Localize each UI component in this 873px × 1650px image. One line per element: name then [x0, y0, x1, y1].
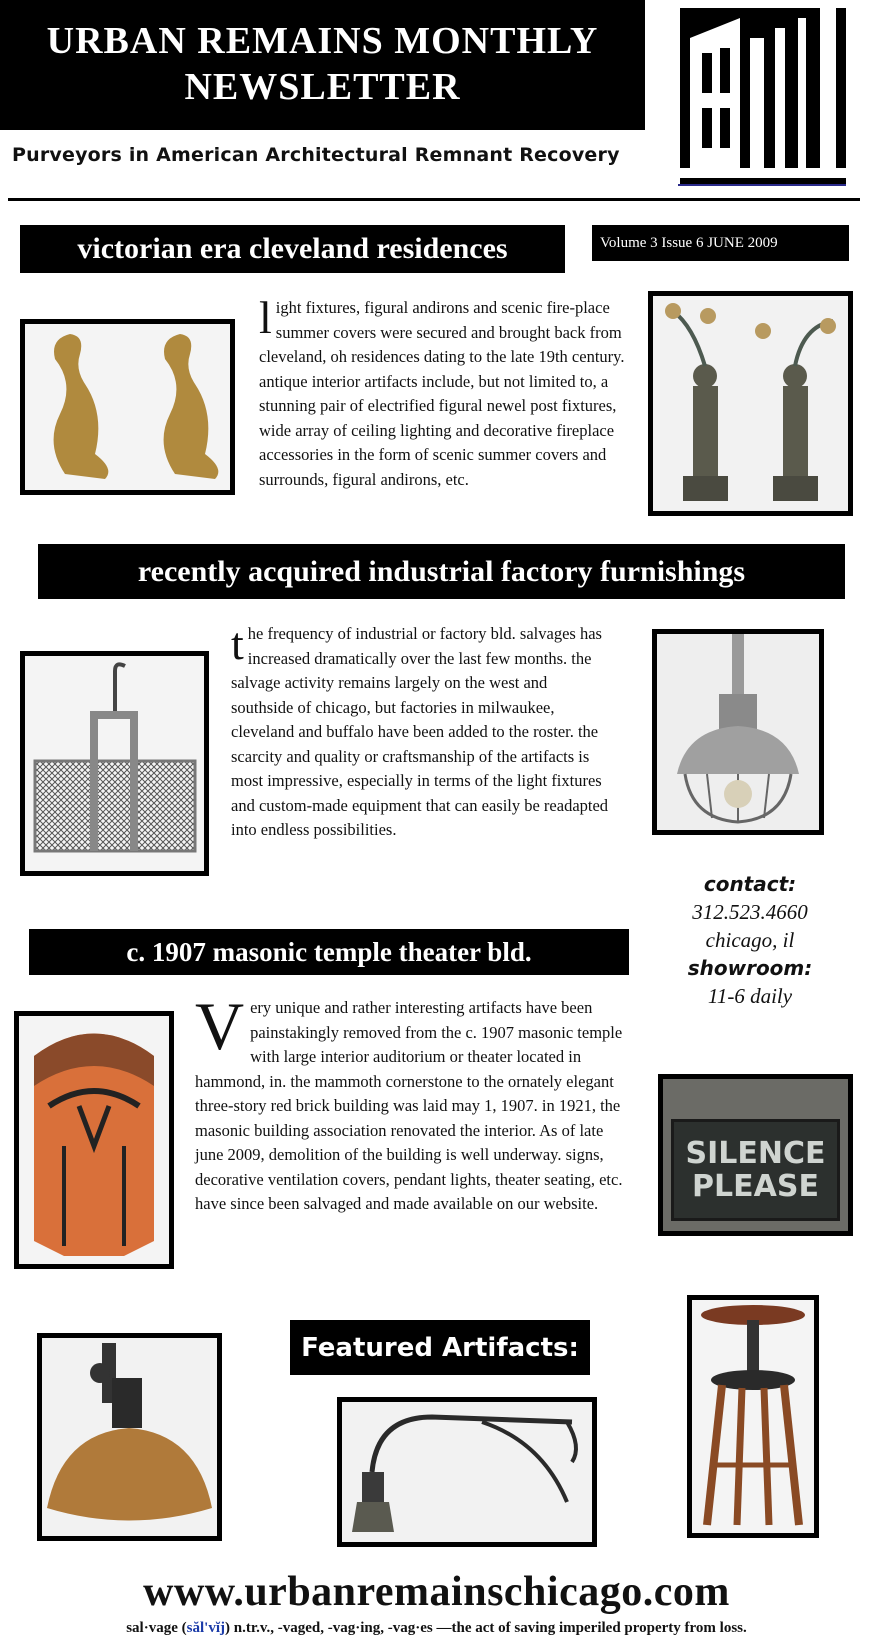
website-url[interactable]: www.urbanremainschicago.com	[143, 1569, 730, 1615]
section-text: ight fixtures, figural andirons and scenic fire-place summer covers were secured and brought back from cleveland, oh residences dating to the late 19th century. antique interior artifacts include, but not limited to, a stunning pair of electrified figural newel post fixtures, wide array of ceiling lighting and decorative fireplace accessories in the form of scenic summer covers and surrounds, figural andirons, etc.	[259, 298, 625, 489]
featured-heading: Featured Artifacts:	[290, 1320, 590, 1375]
pendant-light-image	[652, 629, 824, 835]
showroom-hours: 11-6 daily	[707, 984, 793, 1008]
glass-pendant-image	[37, 1333, 222, 1541]
drop-cap: V	[195, 988, 245, 1064]
tagline: Purveyors in American Architectural Remnant Recovery	[12, 144, 620, 166]
showroom-label: showroom:	[687, 956, 813, 980]
salvage-definition	[0, 1620, 873, 1637]
definition-word: sal·vage (	[126, 1620, 187, 1636]
wire-basket-image	[20, 651, 209, 876]
section-body-industrial	[231, 618, 609, 843]
sign-line1: SILENCE	[685, 1136, 826, 1171]
definition-pronunciation: săl'vĭj	[186, 1620, 225, 1636]
header-divider	[8, 198, 860, 201]
section-heading-victorian: victorian era cleveland residences	[20, 225, 565, 273]
section-body-victorian	[259, 292, 627, 492]
section-text: ery unique and rather interesting artifacts have been painstakingly removed from the c. 1907 masonic temple with large interior auditorium or theater located in hammond, in. the mammoth cornerstone to the ornately elegant three-story red brick building was laid may 1, 1907. in 1921, the masonic building association renovated the interior. As of late june 2009, demolition of the building is well underway. signs, decorative ventilation covers, pendant lights, theater seating, etc. have since been salvaged and made available on our website.	[195, 998, 623, 1213]
contact-label: contact:	[703, 872, 797, 896]
section-heading-masonic: c. 1907 masonic temple theater bld.	[29, 929, 629, 975]
newsletter-title	[0, 0, 645, 130]
figural-newel-lamps-image	[648, 291, 853, 516]
definition-rest: ) n.tr.v., -vaged, -vag·ing, -vag·es —the act of saving imperiled property from loss.	[224, 1620, 747, 1636]
contact-block	[660, 870, 840, 1010]
contact-city: chicago, il	[705, 928, 795, 952]
building-logo-image	[680, 8, 846, 186]
section-body-masonic	[195, 988, 631, 1217]
wooden-stool-image	[687, 1295, 819, 1538]
newsletter-title-line1: URBAN REMAINS MONTHLY	[46, 20, 599, 63]
newsletter-title-line2: NEWSLETTER	[184, 66, 461, 108]
sign-line2: PLEASE	[692, 1169, 819, 1204]
drop-cap: t	[231, 618, 244, 669]
contact-phone: 312.523.4660	[692, 900, 808, 924]
drop-cap: l	[259, 292, 272, 343]
andirons-image	[20, 319, 235, 495]
section-heading-industrial: recently acquired industrial factory furnishings	[38, 544, 845, 599]
logo-underline	[678, 184, 846, 186]
lamp-shade-image	[14, 1011, 174, 1269]
gooseneck-sconce-image	[337, 1397, 597, 1547]
section-text: he frequency of industrial or factory bld. salvages has increased dramatically over the last few months. the salvage activity remains largely on the west and southside of chicago, but factories in milwaukee, cleveland and buffalo have been added to the roster. the scarcity and quality or craftsmanship of the artifacts is most impressive, especially in terms of the light fixtures and custom-made equipment that can easily be readapted into endless possibilities.	[231, 624, 609, 839]
volume-info: Volume 3 Issue 6 JUNE 2009	[592, 225, 849, 261]
silence-please-sign-image	[658, 1074, 853, 1236]
